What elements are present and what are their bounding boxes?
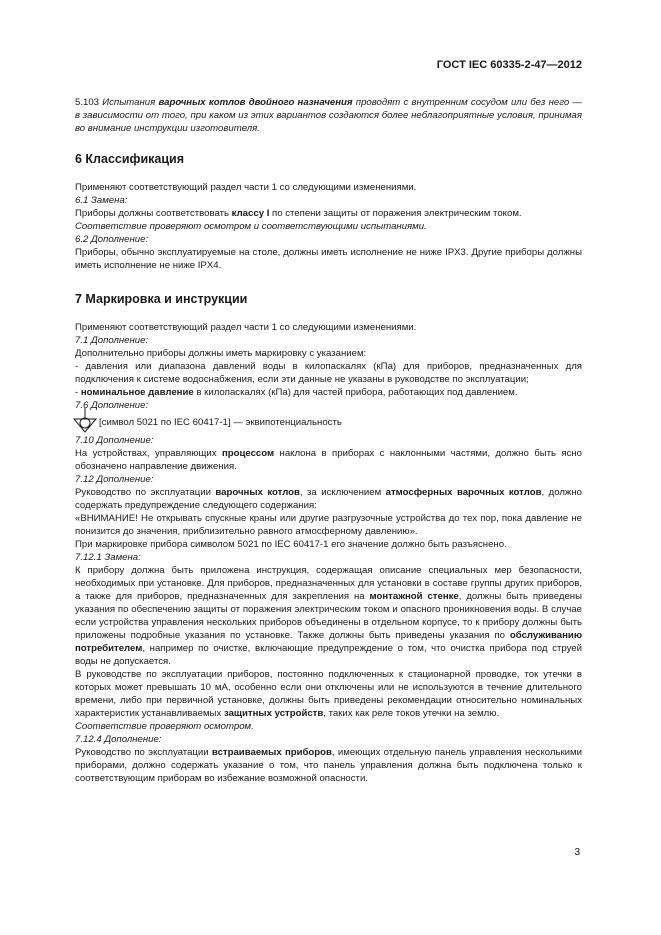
clause-label: 7.12.1 Замена:	[75, 552, 141, 563]
clause-label: 6.1 Замена:	[75, 195, 128, 206]
equipotentiality-symbol-icon	[73, 408, 97, 434]
clause-label: 6.2 Дополнение:	[75, 234, 149, 245]
section-7-body	[75, 321, 582, 785]
paragraph: Приборы, обычно эксплуатируемые на столе, должны иметь исполнение не ниже IPX3. Другие приборы должны иметь исполнение не ниже IPX4.	[75, 247, 582, 271]
symbol-line: [символ 5021 по IEC 60417-1] — эквипотенциальность	[73, 416, 582, 429]
paragraph: В руководстве по эксплуатации приборов, постоянно подключенных к стационарной проводке, ток утечки в которых может превышать 10 мА, особенно если они отключены или не используются в течение длительного времени, либо при первичной установке, должны быть приведены рекомендации относительно номинальных характеристик устанавливаемых защитных устройств, таких как реле токов утечки на землю.	[75, 669, 582, 719]
clause-number: 5.103	[75, 97, 100, 108]
clause-label: 7.12 Дополнение:	[75, 474, 154, 485]
clause-label: 7.6 Дополнение:	[75, 400, 149, 411]
section-heading: 6 Классификация	[75, 152, 185, 166]
compliance-check: Соответствие проверяют осмотром.	[75, 721, 254, 732]
paragraph: Руководство по эксплуатации варочных котлов, за исключением атмосферных варочных котлов, должно содержать предупреждение следующего содержания:	[75, 487, 582, 511]
paragraph: Применяют соответствующий раздел части 1 со следующими изменениями.	[75, 182, 417, 193]
warning-quote: «ВНИМАНИЕ! Не открывать спускные краны или другие разгрузочные устройства до тех пор, пока давление не понизится до значения, приблизительно равного атмосферному давлению».	[75, 513, 582, 537]
page-number: 3	[574, 847, 580, 858]
clause-label: 7.10 Дополнение:	[75, 435, 154, 446]
section-6-body	[75, 181, 582, 272]
paragraph: К прибору должна быть приложена инструкция, содержащая описание специальных мер безопасности, необходимых при установке. Для приборов, предназначенных для установки в составе группы других приборов, а также для приборов, предназначенных для закрепления на монтажной стенке, должны быть приведены указания по обеспечению защиты от поражения электрическим током и опасного проникновения воды. В случае если устройства управления нескольких приборов объединены в отдельном корпусе, то к прибору должны быть приложены подробные указания по установке. Также должны быть приведены указания по обслуживанию потребителем, например по очистке, включающие предупреждение о том, что очистка прибора под струей воды не допускается.	[75, 565, 583, 667]
section-7	[75, 293, 582, 306]
document-header: ГОСТ IEC 60335-2-47—2012	[436, 59, 582, 71]
paragraph: Дополнительно приборы должны иметь маркировку с указанием:	[75, 348, 367, 359]
clause-label: 7.1 Дополнение:	[75, 335, 149, 346]
section-heading: 7 Маркировка и инструкции	[75, 292, 248, 306]
section-6	[75, 153, 582, 166]
paragraph: Применяют соответствующий раздел части 1 со следующими изменениями.	[75, 322, 417, 333]
list-item: - номинальное давление в килопаскалях (кПа) для частей прибора, работающих под давлением.	[75, 387, 518, 398]
paragraph: На устройствах, управляющих процессом наклона в приборах с наклонными частями, должно быть ясно обозначено направление движения.	[75, 448, 583, 472]
list-item: - давления или диапазона давлений воды в килопаскалях (кПа) для приборов, предназначенных для подключения к системе водоснабжения, если эти данные не указаны в руководстве по эксплуатации;	[75, 361, 582, 385]
paragraph: При маркировке прибора символом 5021 по IEC 60417-1 его значение должно быть разъяснено.	[75, 539, 507, 550]
clause-label: 7.12.4 Дополнение:	[75, 734, 162, 745]
compliance-check: Соответствие проверяют осмотром и соответствующими испытаниями.	[75, 221, 427, 232]
paragraph: Руководство по эксплуатации встраиваемых приборов, имеющих отдельную панель управления несколькими приборами, должно содержать указание о том, что панель управления должна быть подключена только к соответствующим приборам во избежание возможной опасности.	[75, 747, 582, 784]
clause-5-103: 5.103 Испытания варочных котлов двойного назначения проводят с внутренним сосудом или без него — в зависимости от того, при каком из этих вариантов создаются более неблагоприятные условия, принимая во внимание инструкции изготовителя.	[75, 97, 582, 134]
paragraph: Приборы должны соответствовать классу I по степени защиты от поражения электрическим током.	[75, 208, 522, 219]
